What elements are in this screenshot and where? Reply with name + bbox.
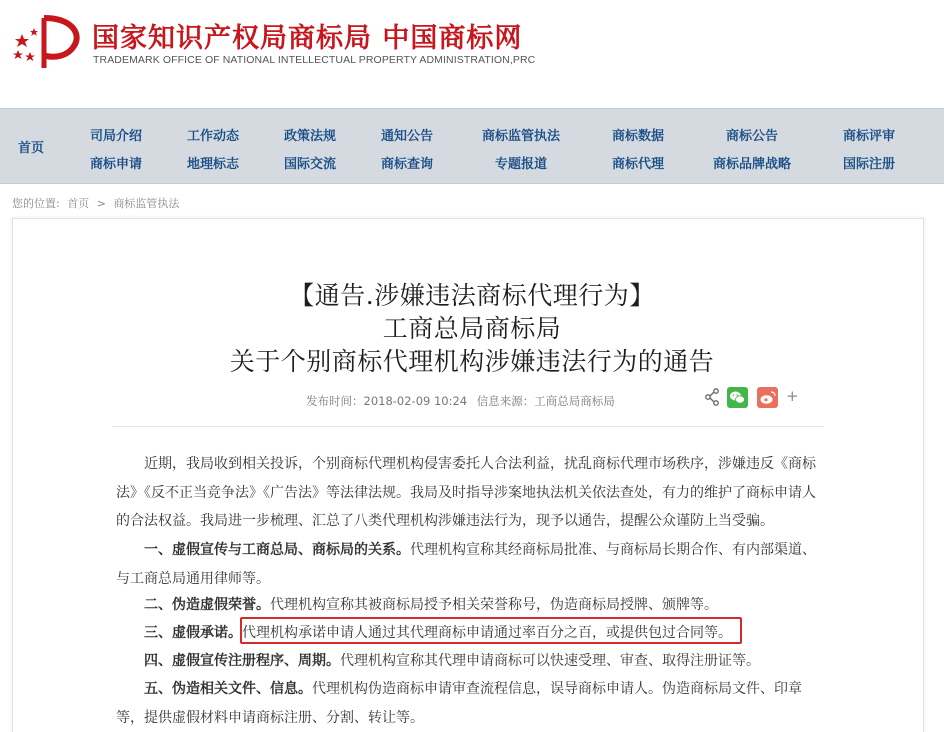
item-2-heading: 二、伪造虚假荣誉。	[144, 597, 270, 613]
nav-item-trademark-data[interactable]: 商标数据	[612, 129, 665, 144]
nav-item-enforcement[interactable]: 商标监管执法	[482, 129, 561, 144]
breadcrumb-current[interactable]: 商标监管执法	[113, 197, 180, 210]
item-5	[116, 675, 824, 732]
nav-item-trademark-review[interactable]: 商标评审	[843, 129, 896, 144]
nav-item-trademark-search[interactable]: 商标查询	[381, 157, 434, 172]
nav-column-7	[713, 123, 791, 179]
item-3-text: 代理机构承诺申请人通过其代理商标申请通过率百分之百，或提供包过合同等。	[242, 625, 732, 641]
item-1-heading: 一、虚假宣传与工商总局、商标局的关系。	[144, 542, 410, 558]
item-4-heading: 四、虚假宣传注册程序、周期。	[144, 653, 340, 669]
nav-column-3	[284, 123, 336, 179]
breadcrumb-prefix: 您的位置:	[12, 197, 60, 210]
nav-column-2	[187, 123, 239, 179]
nav-item-notices[interactable]: 通知公告	[381, 129, 434, 144]
plus-icon[interactable]: +	[786, 387, 799, 405]
nav-column-6	[612, 123, 664, 179]
article-title-line3: 关于个别商标代理机构涉嫌违法行为的通告	[229, 347, 715, 376]
nav-item-international-exchange[interactable]: 国际交流	[284, 157, 337, 172]
highlight-box	[240, 617, 742, 644]
nav-item-policy-law[interactable]: 政策法规	[284, 129, 337, 144]
main-nav	[0, 108, 944, 184]
nav-column-5	[482, 123, 560, 179]
breadcrumb-separator: >	[96, 197, 106, 210]
item-2-text: 代理机构宣称其被商标局授予相关荣誉称号，伪造商标局授牌、颁牌等。	[270, 597, 718, 613]
publish-time: 发布时间：2018-02-09 10:24	[306, 394, 468, 408]
item-2	[116, 591, 824, 620]
article-title-line2: 工商总局商标局	[382, 314, 562, 343]
weibo-icon[interactable]	[757, 387, 778, 408]
nav-item-special-reports[interactable]: 专题报道	[495, 157, 548, 172]
site-header	[0, 0, 944, 108]
nav-column-1	[90, 123, 142, 179]
share-icon[interactable]	[704, 387, 720, 407]
site-title-en: TRADEMARK OFFICE OF NATIONAL INTELLECTUAL PROPERTY ADMINISTRATION,PRC	[93, 54, 536, 66]
nav-item-bureau-intro[interactable]: 司局介绍	[90, 129, 143, 144]
nav-item-geographic-indication[interactable]: 地理标志	[187, 157, 240, 172]
wechat-icon[interactable]	[727, 387, 748, 408]
article-title-line1: 【通告.涉嫌违法商标代理行为】	[289, 281, 655, 310]
nav-item-trademark-application[interactable]: 商标申请	[90, 157, 143, 172]
item-1-text: 代理机构宣称其经商标局批准、与商标局长期合作、有内部渠道、与工商总局通用律师等。	[116, 542, 816, 587]
breadcrumb	[12, 195, 183, 211]
item-1	[116, 536, 824, 593]
nav-item-work-news[interactable]: 工作动态	[187, 129, 240, 144]
item-5-heading: 五、伪造相关文件、信息。	[144, 681, 312, 697]
nav-column-4	[381, 123, 433, 179]
item-4	[116, 647, 824, 676]
article-meta	[306, 393, 621, 409]
item-4-text: 代理机构宣称其代理申请商标可以快速受理、审查、取得注册证等。	[340, 653, 760, 669]
breadcrumb-home[interactable]: 首页	[67, 197, 90, 210]
item-5-text: 代理机构伪造商标申请审查流程信息，误导商标申请人。伪造商标局文件、印章等，提供虚假材料申请商标注册、分割、转让等。	[116, 681, 802, 726]
nav-column-8	[843, 123, 895, 179]
nav-item-brand-strategy[interactable]: 商标品牌战略	[713, 157, 792, 172]
site-title-cn: 国家知识产权局商标局 中国商标网	[92, 23, 523, 54]
nav-home[interactable]: 首页	[18, 141, 45, 156]
nav-item-trademark-agency[interactable]: 商标代理	[612, 157, 665, 172]
cnipa-logo-icon[interactable]	[10, 12, 84, 74]
info-source: 信息来源：工商总局商标局	[476, 394, 615, 408]
nav-item-international-registration[interactable]: 国际注册	[843, 157, 896, 172]
meta-divider	[112, 426, 824, 427]
item-3-heading: 三、虚假承诺。	[144, 625, 242, 641]
intro-paragraph: 近期，我局收到相关投诉，个别商标代理机构侵害委托人合法利益，扰乱商标代理市场秩序，涉嫌违反《商标法》《反不正当竞争法》《广告法》等法律法规。我局及时指导涉案地执法机关依法查处，有力的维护了商标申请人的合法权益。我局进一步梳理、汇总了八类代理机构涉嫌违法行为，现予以通告，提醒公众谨防上当受骗。	[116, 456, 816, 529]
nav-item-trademark-announcement[interactable]: 商标公告	[726, 129, 779, 144]
